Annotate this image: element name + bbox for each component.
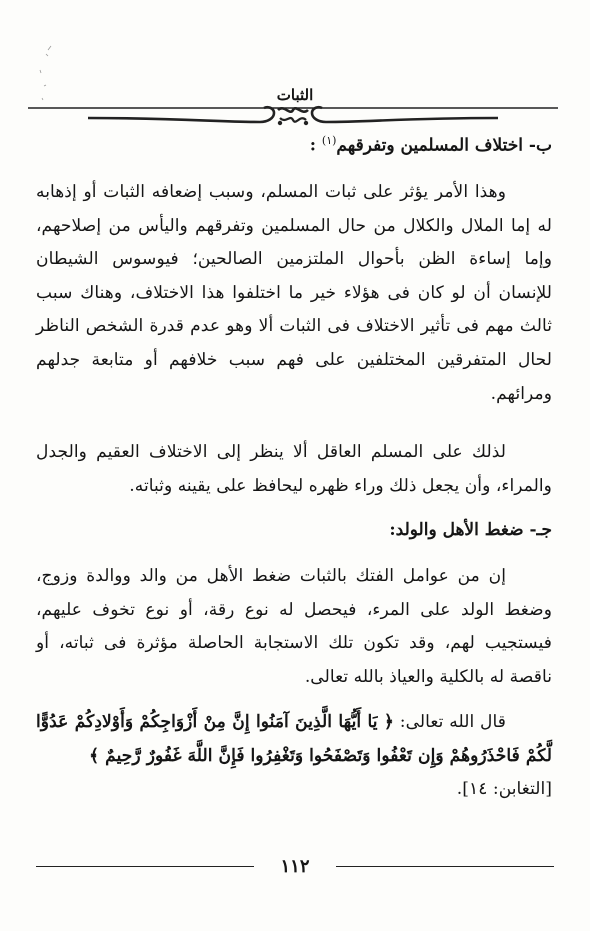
page-number: ١١٢	[280, 856, 310, 877]
section-b-heading	[36, 134, 552, 156]
header-ornament-divider	[28, 96, 558, 132]
section-b-heading-text: ب- اختلاف المسلمين وتفرقهم	[336, 135, 552, 156]
heading-colon: :	[309, 135, 316, 156]
paragraph-text: لذلك على المسلم العاقل ألا ينظر إلى الاختلاف العقيم والجدل والمراء، وأن يجعل ذلك وراء ظهره ليحافظ على يقينه وثباته.	[36, 442, 552, 496]
quran-verse: ﴿ يَا أَيُّهَا الَّذِينَ آمَنُوا إِنَّ مِنْ أَزْوَاجِكُمْ وَأَوْلادِكُمْ عَدُوًّا لَّكُمْ فَاحْذَرُوهُمْ وَإِن تَعْفُوا وَتَصْفَحُوا وَتَغْفِرُوا فَإِنَّ اللَّهَ غَفُورٌ رَّحِيمٌ ﴾	[36, 712, 552, 766]
quran-quote-paragraph	[36, 706, 552, 773]
quran-quote-block	[36, 706, 552, 807]
footnote-reference: (١)	[321, 134, 337, 147]
section-c-heading: جـ- ضغط الأهل والولد:	[389, 520, 552, 540]
running-header-title: الثبات	[276, 86, 314, 104]
paragraph-text: إن من عوامل الفتك بالثبات ضغط الأهل من والد ووالدة وزوج، وضغط الولد على المرء، فيحصل له نوع رقة، أو نوع تخوف عليهم، فيستجيب لهم، وقد تكون تلك الاستجابة الحاصلة مؤثرة فى ثباته، أو ناقصة له بالكلية والعياذ بالله تعالى.	[36, 566, 552, 687]
paragraph-text: وهذا الأمر يؤثر على ثبات المسلم، وسبب إضعافه الثبات أو إذهابه له إما الملال والكلال من حال المسلمين وتفرقهم واليأس من إصلاحهم، وإما إساءة الظن بأحوال الملتزمين الصالحين؛ فيوسوس الشيطان للإنسان أن لو كان فى هؤلاء خير ما اختلفوا هذا الاختلاف، وهناك سبب ثالث مهم فى تأثير الاختلاف فى الثبات ألا وهو عدم قدرة الشخص الناظر لحال المتفرقين المختلفين على فهم سبب خلافهم أو متابعة جدلهم ومرائهم.	[36, 182, 552, 404]
footer-rule-left	[36, 866, 254, 867]
section-c-paragraph-1	[36, 560, 552, 694]
verse-citation: [التغابن: ١٤].	[456, 779, 552, 800]
section-b-paragraph-1	[36, 176, 552, 411]
footer-rule-right	[336, 866, 554, 867]
quote-intro: قال الله تعالى:	[399, 712, 506, 732]
section-b-paragraph-2	[36, 436, 552, 503]
